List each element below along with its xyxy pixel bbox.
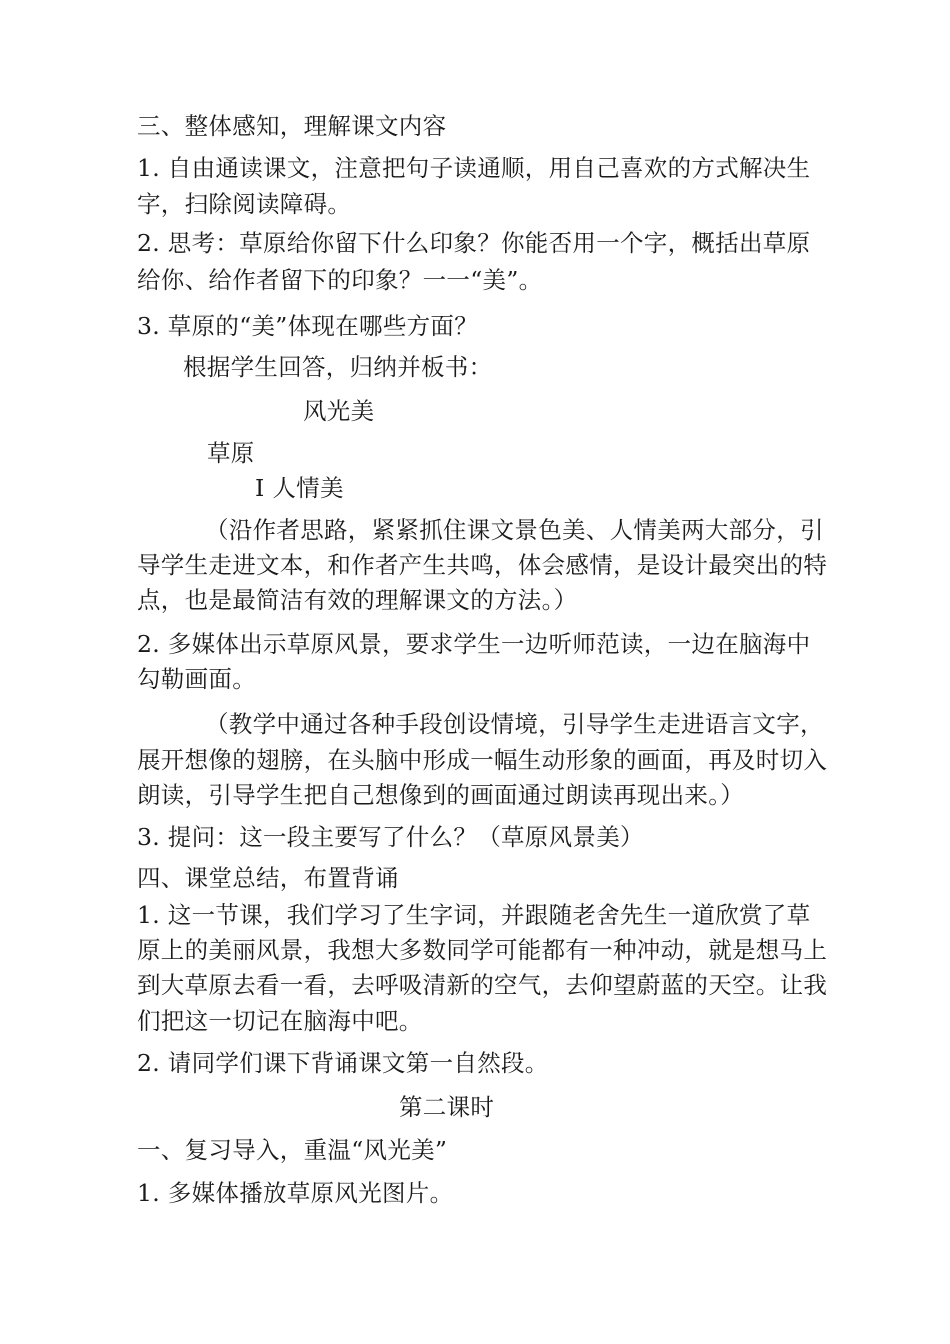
paragraph-line: 朗读，引导学生把自己想像到的画面通过朗读再现出来。） (137, 781, 745, 809)
paragraph-line: 根据学生回答，归纳并板书： (183, 353, 493, 381)
paragraph-line: 3. 草原的“美”体现在哪些方面？ (137, 312, 479, 340)
paragraph-line: 展开想像的翅膀，在头脑中形成一幅生动形象的画面，再及时切入 (137, 746, 828, 774)
paragraph-line: （沿作者思路，紧紧抓住课文景色美、人情美两大部分，引 (205, 516, 824, 544)
board-writing-people: I 人情美 (255, 474, 344, 502)
paragraph-line: 勾勒画面。 (137, 665, 256, 693)
paragraph-line: 给你、给作者留下的印象？一一“美”。 (137, 266, 543, 294)
paragraph-line: 们把这一切记在脑海中吧。 (137, 1007, 423, 1035)
section-heading-review: 一、复习导入，重温“风光美” (137, 1136, 448, 1164)
paragraph-line: 导学生走进文本，和作者产生共鸣，体会感情，是设计最突出的特 (137, 551, 828, 579)
paragraph-line: 2. 思考：草原给你留下什么印象？你能否用一个字，概括出草原 (137, 229, 811, 257)
section-heading-summary: 四、课堂总结，布置背诵 (137, 864, 399, 892)
paragraph-line: （教学中通过各种手段创设情境，引导学生走进语言文字， (205, 710, 824, 738)
paragraph-line: 1. 这一节课，我们学习了生字词，并跟随老舍先生一道欣赏了草 (137, 901, 811, 929)
paragraph-line: 1. 多媒体播放草原风光图片。 (137, 1179, 454, 1207)
paragraph-line: 3. 提问：这一段主要写了什么？（草原风景美） (137, 823, 644, 851)
paragraph-line: 1. 自由通读课文，注意把句子读通顺，用自己喜欢的方式解决生 (137, 154, 811, 182)
board-writing-grassland: 草原 (207, 439, 255, 467)
paragraph-line: 2. 请同学们课下背诵课文第一自然段。 (137, 1049, 549, 1077)
paragraph-line: 点，也是最简洁有效的理解课文的方法。） (137, 586, 578, 614)
paragraph-line: 原上的美丽风景，我想大多数同学可能都有一种冲动，就是想马上 (137, 936, 828, 964)
section-heading-overall-perception: 三、整体感知，理解课文内容 (137, 112, 447, 140)
paragraph-line: 到大草原去看一看，去呼吸清新的空气，去仰望蔚蓝的天空。让我 (137, 971, 828, 999)
paragraph-line: 字，扫除阅读障碍。 (137, 190, 352, 218)
lesson-title-second: 第二课时 (399, 1093, 495, 1121)
board-writing-scenery: 风光美 (303, 397, 375, 425)
paragraph-line: 2. 多媒体出示草原风景，要求学生一边听师范读，一边在脑海中 (137, 630, 811, 658)
